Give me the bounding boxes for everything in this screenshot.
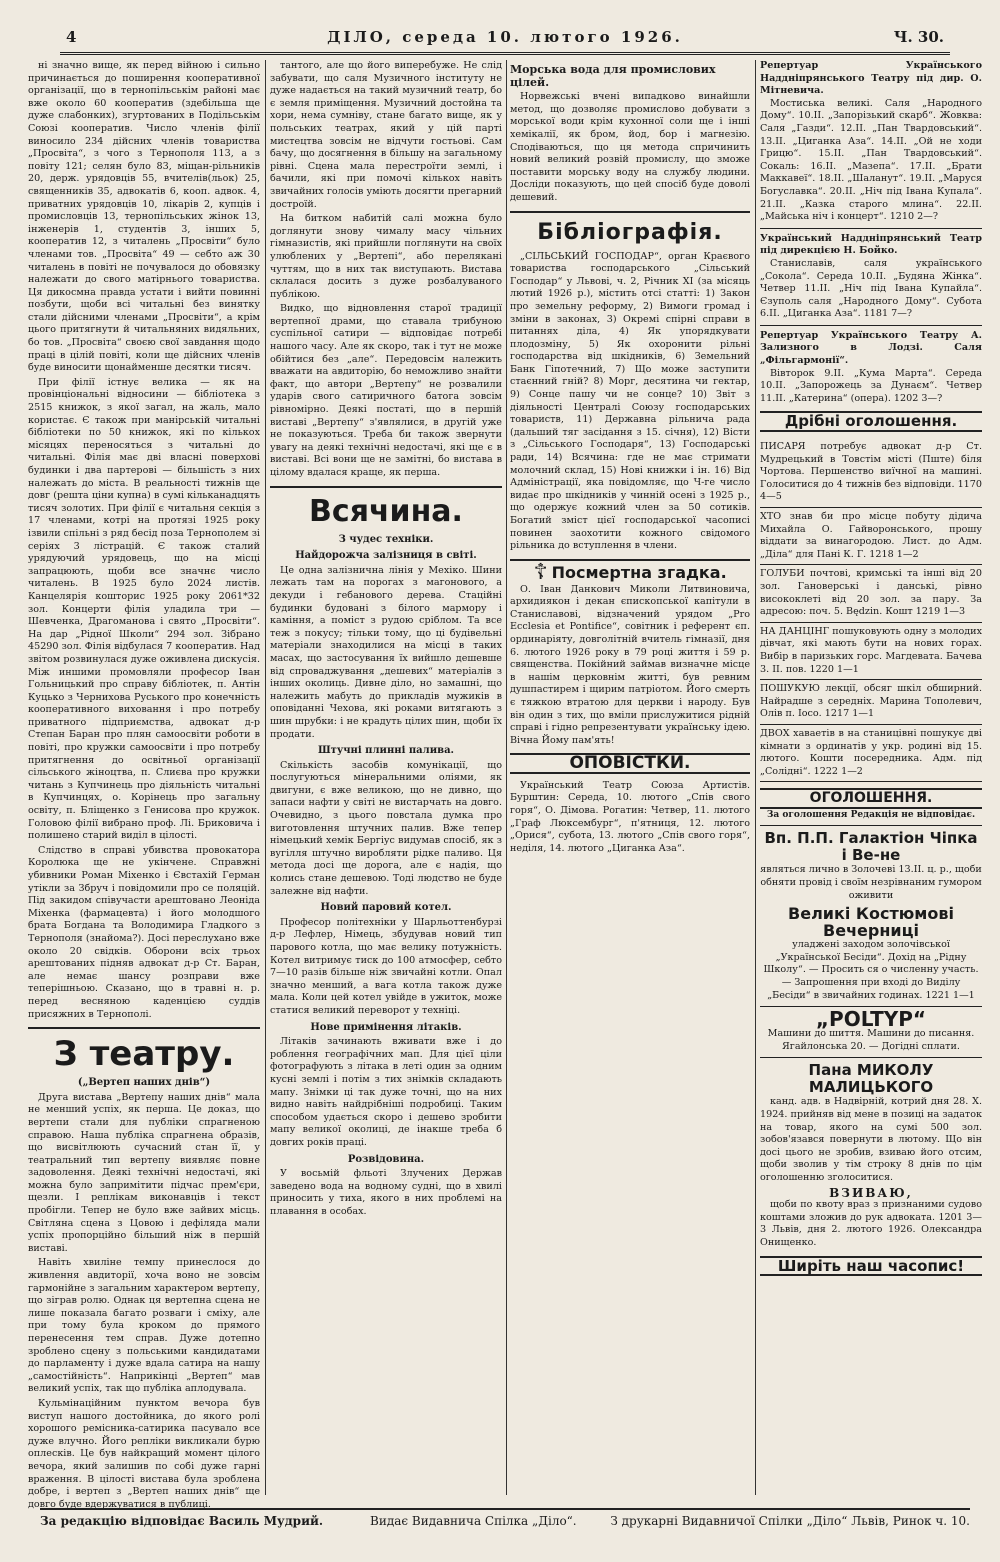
article-paragraph: Скількість засобів комунікації, що послугуються мінеральними оліями, як двигуни, є вже великою, що не дивно, що запаси нафти у світі не вистарчать на довго. Очевидно, з цього повстала думка про виготовлення штучних палив. Вже тепер німецький хемік Бергіус видумав спосіб, як з вугілля штучно виробляти рідке паливо. Ця метода досі ще дорога, але є надія, що колись стане дешевою. Тоді людство не буде залежне від нафти.	[270, 759, 502, 897]
section-rule	[270, 486, 502, 488]
miscellany-subheading: З чудес техніки.	[338, 533, 434, 545]
advertisements-heading: ОГОЛОШЕННЯ.	[760, 788, 982, 809]
ad-body: уладжені заходом золочівської „Української Бесіди“. Дохід на „Рідну Школу“. — Просить ся о численну участь. — Запрошення при вході до Виділу „Бесіди“ в звичайних годинах. 1221 1—1	[763, 939, 979, 1001]
article-paragraph: ні значно вище, як перед війною і сильно причинається до поширення кооперативної організації, що в тернопільськім районі має вже около 60 кооператив (здебільша ще дуже слабонких), згуртованих в Подільськім Союзі кооператив. Число членів філії виносило 234 дійсних членів товариства „Просвіта“, з чого з Тернополя 113, а з повіту 121; селян було 83, міщан-рільників 20, держ. урядовців 55, вчителів(льок) 25, священників 35, адвокатів 6, кооп. адвок. 4, приватних урядовців 10, лікарів 2, купців і промисловців 13, тернопільських жінок 13, інженерів 1, студентів 3, інших 5, кооператив 12, з читалень „Просвіти“ було членами тов. „Просвіта“ 49 — себто аж 30 читалень в повіті не почувалося до обовязку належати до свого матірнього товариства. Ця дикосмна правда устати і вийти повинні позбути, щоби всі читальні без винятку стали дійсними членами „Просвіти“, а крім цього притягнути й читальняних видяльних, бо тов. „Просвіта“ своєю свої завдання щодо праці в цілій повіті, коли ще дійсних членів буде виносити щонайменше десятки тисяч.	[28, 60, 260, 374]
section-rule	[510, 211, 750, 213]
repertoire-heading: Український Наддніпрянський Театр під дирекцією Н. Бойко.	[760, 232, 982, 257]
classified-ad: НА ДАНЦІНГ пошуковують одну з молодих дівчат, які мають бути на нових горах. Вибір в паризьких горс. Магдевата. Бачева 3. II. пов. 1220 1—1	[760, 623, 982, 680]
article-paragraph: Норвежські вчені випадково винайшли метод, що дозволяє промислово добувати з морської води крім кухонної соли ще і інші хемікалії, як бром, йод, бор і магнезію. Сподіваються, що ця метода спричинить новий великий розвій промислу, що зможе поставити морську воду на службу людини. Досліди показують, що цей спосіб буде доволі дешевий.	[510, 91, 750, 203]
publisher-line: Видає Видавнича Спілка „Діло“.	[370, 1514, 577, 1528]
page-footer	[40, 1508, 970, 1532]
orthodox-cross-icon: ☦	[533, 559, 548, 585]
divider	[760, 825, 982, 826]
classified-ad: ПИСАРЯ потребує адвокат д-р Ст. Мудрецький в Товстім місті (Пште) біля Чортова. Першенство виїчної на машині. Голоситися до 4 тижнів без відповіди. 1170 4—5	[760, 438, 982, 508]
article-paragraph: Слідство в справі убивства провокатора Королюка ще не укінчене. Справжні убивники Роман Міхенко і Євстахій Герман утікли за Збруч і повідомили про се поляцій. Під закидом співучасти арештовано Леоніда Міхенка (фармацевта) і його молодшого брата Богдана та Володимира Гладкого з Тернополя (знайома?). Досі переслухано вже около 20 свідків. Оборони всіх трьох арештованих підняв адвокат д-р Ст. Баран, але немає шансу розправи вже теперішньою. Сказано, що в травні н. р. перед весняною каденцією суддів присяжних в Тернополі.	[28, 844, 260, 1020]
article-paragraph: Літаків зачинають вживати вже і до роблення географічних мап. Для цієї ціли фотографують з літака в леті один за одним кусні землі і потім з тих знімків складають мапу. Знімки ці так дуже точні, що на них видно навіть найдрібніші подробиці. Таким способом удається скоро і дешево зробити мапу великої околиці, де інакше треба б довгих років праці.	[270, 1036, 502, 1148]
article-paragraph: Це одна залізнична лінія у Мехіко. Шини лежать там на порогах з магонового, а декуди і гебанового дерева. Стаційні будинки будовані з білого мармору і каміння, а поміст з рудою сріблом. Та все теж з покусу; тільки тому, що ці будівельні матеріали знаходилися на місці в таких масах, що застосування їх вийшло дешевше від спроваджування „дешевих“ матеріалів з інших околиць. Дивне діло, но замашні, що належить мабуть до прикладів мужиків в оповіданні Чехова, які роками витягають з шин шрубки: і не крадуть цілих шин, щоби їх продати.	[270, 564, 502, 740]
bibliography-heading: Бібліографія.	[537, 219, 723, 245]
ad-body: Машини до шиття. Машини до писання. Ягайлонська 20. — Догідні сплати.	[767, 1028, 975, 1052]
column-divider	[506, 60, 507, 1495]
announcements-heading: ОПОВІСТКИ.	[510, 753, 750, 774]
classified-ad: ГОЛУБИ почтові, кримські та інші від 20 зол. Гановерські і данські, рівно висококлеті від 20 зол. за пару. За адресою: поч. 5. Będzin. Кошт 1219 1—3	[760, 565, 982, 622]
editor-line: За редакцію відповідає Василь Мудрий.	[40, 1514, 324, 1528]
item-heading: Морська вода для промислових цілей.	[510, 63, 716, 89]
divider	[760, 325, 982, 326]
column-divider	[755, 60, 756, 1495]
ad-call: ВЗИВАЮ,	[829, 1185, 913, 1200]
ad-body: являться лично в Золочеві 13.II. ц. р., щоби обняти провід і своїм незрівнаним гумором оживити	[760, 864, 982, 901]
ad-headline: „POLTYP“	[815, 1007, 927, 1032]
obituary-heading	[510, 559, 750, 585]
repertoire-body: Мостиська великі. Саля „Народного Дому“. 10.II. „Запорізький скарб“. Жовква: Саля „Газди“. 12.II. „Пан Твардовський“. 13.II. „Циганка Аза“. 14.II. „Ой не ходи Грицю“. 15.II. „Пан Твардовський“. Сокаль: 16.II. „Мазепа“. 17.II. „Брати Маккавеї“. 18.II. „Шаланут“. 19.II. „Маруся Богуславка“. 20.II. „Ніч під Івана Купала“. 21.II. „Казка старого млина“. 22.II. „Майська ніч і концерт“. 1210 2—?	[760, 97, 982, 223]
article-paragraph: Професор політехніки у Шарльоттенбурзі д-р Лефлер, Німець, збудував новий тип парового котла, що має велику потужність. Котел витримує тиск до 100 атмосфер, себто 7—10 разів більше ніж звичайні котли. Опал значно менший, а вага котла також дуже мала. Коли цей котел увійде в ужиток, може статися великий переворот у техніці.	[270, 916, 502, 1016]
article-paragraph: На битком набитій салі можна було доглянути знову чималу масу чільних гімназистів, які прийшли поглянути на своїх улюблених у „Вертепі“, або перелякані чуттям, що в них так виступають. Вистава склалася досить з дуже розбалуваного публікою.	[270, 213, 502, 300]
repertoire-heading: Репертуар Українського Наддніпрянського Театру під дир. О. Мітневича.	[760, 60, 982, 97]
article-paragraph: О. Іван Данкович Миколи Литвиновича, архидиякон і декан єпископської капітули в Станиславові, відзначений урядом „Pro Ecclesia et Pontifice“, совітник і референт єп. ординаріяту, довголітній вчитель гімназії, дня 6. лютого 1926 року в 79 році життя і 59 р. священства. Покійний займав визначне місце в нашім церковнім житті, був ревним душпастирем і щирим патріотом. Його смерть є тяжкою втратою для церкви і народу. Був він один з тих, що вміли прислужитися рідній справі і гідно репрезентувати українську ідею. Вічна Йому пам'ять!	[510, 583, 750, 746]
item-heading: Нове примінення літаків.	[310, 1021, 462, 1033]
theatre-heading: З театру.	[53, 1034, 235, 1075]
item-heading: Розвідовина.	[347, 1153, 425, 1165]
item-heading: Штучні плинні палива.	[317, 745, 455, 757]
classified-ad: ДВОХ хаваетів в на станицівні пошукує дві кімнати з ординатів у укр. родині від 15. лютого. Кошти посередника. Адм. під „Солідні“. 1222 1—2	[760, 725, 982, 782]
page-number: 4	[66, 28, 77, 46]
ad-headline: Пана МИКОЛУ МАЛИЦЬКОГО	[808, 1061, 934, 1097]
divider	[760, 228, 982, 229]
column-3	[510, 60, 750, 1495]
page-header	[60, 22, 950, 55]
repertoire-heading: Репертуар Українського Театру А. Зализного в Лодзі. Саля „Фільгармонії“.	[760, 329, 982, 367]
classified-ad: ПОШУКУЮ лекції, обсяг шкіл обширний. Найрадше з середніх. Марина Тополевич, Олів п. Іосо. 1217 1—1	[760, 680, 982, 725]
classified-ad: ХТО знав би про місце побуту дідича Михайла О. Гайворонського, прошу віддати за винагородою. Лист. до Адм. „Діла“ для Пані К. Г. 1218 1—2	[760, 508, 982, 565]
ad-body: щоби по квоту враз з признаними судово коштами зложив до рук адвоката. 1201 3—3 Львів, дня 2. лютого 1926. Олександра Онищенко.	[760, 1199, 982, 1248]
masthead: ДІЛО, середа 10. лютого 1926.	[327, 28, 683, 46]
article-paragraph: При філії істнує велика — як на провінціональні відносини — бібліотека з 2515 книжок, з якої загал, на жаль, мало користає. Є також при манірській читальні бібліотеки по 50 книжок, які по кількох місяцях переносяться з читальні до читальні. Філія має дві власні поверхові будинки і два партерові — більшість з них належать до міста. В реальності тижнів ще довг (решта ціни купна) в сумі кільканадцять тисяч золотих. При філії є читальня секція з 17 членами, котрі на протязі 1925 року ізвили спільні з ряд бесід поза Тернополем зі серіях 3 лістрацій. Є також сталий урядуючий урядовець, що на місці запрацюють, щоби все значнє число читалень. В 1925 було 2024 листів. Канцелярія кошторис 1925 року 2061*32 зол. Концерти філія уладила три — Шевченка, Драгоманова і свято „Просвіти“. На дар „Рідної Школи“ 294 зол. Зібрано 45290 зол. Філія відбулася 7 кооператив. Над звітом розвинулася дуже оживлена дискусія. Між иншими промовляли професор Іван Гольницький про справу бібліотек, п. Антін Куцько з Чернихова Руського про конечність кооперативного виховання і про потребу приватного підприємства, адвокат д-р Степан Баран про плян самоосвіти роботи в повіті, про кружки самоосвіти і про потребу притягнення до освітньої організації сільського жіноцтва, п. Слиєва про кружки читань з Купчинець про діяльність читальні в Купчинцях, о. Корінець про загальну освіту, п. Бліщенко з Генисова про кружок. Головою філії вибрано проф. Лі. Бриковича і полишено старий виділ в цілості.	[28, 376, 260, 842]
article-paragraph: Видко, що відновлення старої традиції вертепної драми, що ставала трибуною суспільної сатири — відповідає потребі нашого часу. Але як скоро, так і тут не може обійтися без „але“. Передовсім належить вважати на авдиторію, бо неможливо знайти факт, що автори „Вертепу“ не розвалили ударів свого сатиричного батога зовсім рівномірно. Деякі постаті, що в першій виставі „Вертепу“ з'являлися, в другій уже не показуються. Треба би також звернути увагу на деякі технічні недостачі, які ще є в виставі. Всі вони ще не замітні, бо вистава в цілому вдалася краще, як перша.	[270, 303, 502, 478]
ad-body: канд. адв. в Надвірній, котрий дня 28. X. 1924. прийняв від мене в позиці на задаток на товар, якого на сумі 500 зол. зобов'язався повернути в лютому. Що він досі цього не зробив, взиваю його отсим, щоби зволив у тім строку 8 днів по цім оголошенню зголоситися.	[760, 1096, 982, 1183]
article-paragraph: тантого, але що його виперебуже. Не слід забувати, що саля Музичного інституту не дуже надається на такий музичний театр, бо є земля приміщення. Музичний достойна та хори, нема сумніву, стане багато вище, як у польських театрах, який у цій парті мистецтва зовсім не відчути гостьові. Сам бачу, що досягнення в більшу на загальному рівні. Сцена мала перестроїти землі, і бачили, які при помочі кількох навіть звичайних голосів уміють досягти прегарний достроїй.	[270, 60, 502, 210]
theatre-subheading: („Вертеп наших днів“)	[77, 1077, 211, 1089]
column-divider	[265, 60, 266, 1495]
item-heading: Новий паровий котел.	[320, 902, 452, 914]
item-heading: Найдорожча залізниця в світі.	[295, 550, 477, 562]
printer-line: З друкарні Видавничої Спілки „Діло“ Львів, Ринок ч. 10.	[610, 1514, 970, 1528]
article-paragraph: У восьмій фльоті Злучених Держав заведено вода на водному судні, що в хвилі приносить у тиха, якого в них проблемі на плавання в особах.	[270, 1168, 502, 1217]
issue-number: Ч. 30.	[893, 28, 944, 46]
divider	[760, 1057, 982, 1058]
miscellany-heading: Всячина.	[309, 493, 463, 529]
article-paragraph: „СІЛЬСЬКИЙ ГОСПОДАР“, орган Краєвого товариства господарського „Сільський Господар“ у Львові, ч. 2, Річник XI (за місяць лютий 1926 р.), містить отсі статті: 1) Закон про земельну реформу, 2) Вимоги громад і зміни в законах, 3) Окремі спірні справи в питаннях діла, 4) Як упорядкувати плодозміну, 5) Як охоронити рільні господарства від шкідників, 6) Земельний Банк Гіпотечний, 7) Що може заступити стаєнний гній? 8) Морг, десятина чи гектар, 9) Сонце пашу чи не сонце? 10) Звіт з діяльності Централі Союзу господарських товариств, 11) Державна рільнича рада (дальший тяг засідання з 15. січня), 12) Вісти з „Сільського Господаря“, 13) Господарські ради, 14) Всячина: где не має стримати молочний склад, 15) Нові книжки і ін. 16) Від Адміністрації, яка повідомляє, що Ч-ге число видає про шкідників у чинній осені з 1925 р., що одержує кожний член за 50 сотиків. Богатий зміст цієї господарської часописі повинен заохотити кожного свідомого рільника до вступлення в члени.	[510, 250, 750, 552]
ad-headline: Великі Костюмові Вечерниці	[788, 904, 954, 941]
article-paragraph: Друга вистава „Вертепу наших днів“ мала не менший успіх, як перша. Це доказ, що вертепи стали для публіки спрагненою справою. Наша публіка спрагнена образів, що висвітлюють сучасний стан її, у театральний тип вертепу виявляє повне задоволення. Деякі технічні недостачі, які можна було запримітити підчас прем'єри, щезли. І реплікам виконавців і текст пробігли. Тепер не було вже зайвих місць. Світляна сцена з Цовою і дефіляда мали успіх пропорційно більший ніж в першій виставі.	[28, 1091, 260, 1254]
column-4	[760, 60, 982, 1495]
section-rule	[28, 1027, 260, 1029]
advertisements-note: За оголошення Редакція не відповідає.	[766, 809, 976, 820]
article-paragraph: Кульмінаційним пунктом вечора був виступ нашого достойника, до якого ролі хорошого ремісника-сатирика пасувало все дуже влучно. Його репліки викликали бурю оплесків. Це був найкращий момент цілого вечора, який залишив по собі дуже гарні враження. В цілості вистава була зроблена добре, і вертеп з „Вертеп наших днів“ ще довго буде вдержуватися в публиці.	[28, 1397, 260, 1510]
repertoire-body: Вівторок 9.II. „Кума Марта“. Середа 10.II. „Запорожець за Дунаєм“. Четвер 11.II. „Катерина“ (опера). 1202 3—?	[760, 367, 982, 404]
article-paragraph: Навіть хвиліне темпу принеслося до живлення авдиторії, хоча воно не зовсім гармонійне з загальним характером вертепу, що зіграв ролю. Однак ця вертепна сцена не лише показала багато розваги і сміху, але при тому була кроком до прямого перенесення тем справ. Дуже дотепно зроблено сцену з польськими кандидатами до парламенту і дуже вдала сатира на нашу „самостійність“. Наприкінці „Вертеп“ мав великий успіх, так що публіка аплодувала.	[28, 1257, 260, 1395]
classifieds-heading: Дрібні оголошення.	[760, 411, 982, 432]
column-2	[270, 60, 502, 1495]
obituary-title: Посмертна згадка.	[551, 562, 727, 582]
repertoire-body: Станиславів, саля українського „Сокола“. Середа 10.II. „Будяна Жінка“. Четвер 11.II. „Ніч під Івана Купайла“. Єзуполь саля „Народного Дому“. Субота 6.II. „Циганка Аза“. 1181 7—?	[760, 257, 982, 320]
column-1	[28, 60, 260, 1510]
ad-headline: Вп. П.П. Галактіон Чіпка і Ве-не	[764, 829, 978, 865]
article-paragraph: Український Театр Союза Артистів. Бурштин: Середа, 10. лютого „Спів свого горя“, О. Дімова. Рогатин: Четвер, 11. лютого „Граф Люксембург“, п'ятниця, 12. лютого „Орися“, субота, 13. лютого „Спів свого горя“, неділя, 14. лютого „Циганка Аза“.	[510, 779, 750, 854]
subscribe-banner: Ширіть наш часопис!	[760, 1256, 982, 1277]
